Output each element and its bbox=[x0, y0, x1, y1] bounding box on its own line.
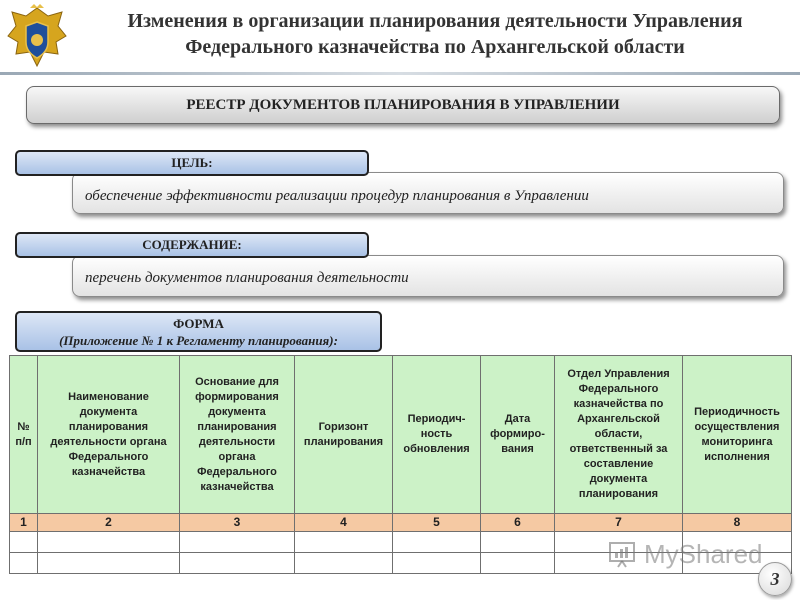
column-header: Отдел Управления Федерального казначейства по Архангельской области, ответственный за составление документа планирования bbox=[555, 356, 683, 514]
goal-text-box bbox=[72, 172, 784, 214]
table-cell bbox=[481, 532, 555, 553]
table-header-row bbox=[10, 356, 792, 514]
form-label bbox=[15, 311, 382, 352]
column-header: Наименование документа планирования деятельности органа Федерального казначейства bbox=[38, 356, 180, 514]
form-label-title: ФОРМА bbox=[173, 315, 224, 331]
table-row bbox=[10, 553, 792, 574]
table-cell bbox=[10, 532, 38, 553]
table-cell bbox=[180, 553, 295, 574]
goal-label: ЦЕЛЬ: bbox=[15, 150, 369, 176]
table-row bbox=[10, 532, 792, 553]
table-cell bbox=[38, 532, 180, 553]
column-number: 8 bbox=[683, 514, 792, 532]
table-cell bbox=[481, 553, 555, 574]
column-number: 4 bbox=[295, 514, 393, 532]
table-cell bbox=[393, 532, 481, 553]
page-title-line2: Федерального казначейства по Архангельской области bbox=[185, 36, 685, 58]
column-number: 5 bbox=[393, 514, 481, 532]
table-cell bbox=[555, 532, 683, 553]
column-header: Периодич-ность обновления bbox=[393, 356, 481, 514]
table-cell bbox=[295, 553, 393, 574]
registry-table bbox=[9, 355, 792, 574]
column-header: Горизонт планирования bbox=[295, 356, 393, 514]
column-header: Периодичность осуществления мониторинга исполнения bbox=[683, 356, 792, 514]
content-text-box bbox=[72, 255, 784, 297]
content-label: СОДЕРЖАНИЕ: bbox=[15, 232, 369, 258]
table-cell bbox=[180, 532, 295, 553]
table-cell bbox=[555, 553, 683, 574]
content-text: перечень документов планирования деятельности bbox=[85, 269, 409, 286]
column-header: Основание для формирования документа планирования деятельности органа Федерального казначейства bbox=[180, 356, 295, 514]
table-cell bbox=[683, 532, 792, 553]
treasury-emblem-icon bbox=[4, 2, 70, 74]
table-cell bbox=[10, 553, 38, 574]
column-number-row bbox=[10, 514, 792, 532]
table-cell bbox=[295, 532, 393, 553]
table-cell bbox=[38, 553, 180, 574]
column-header: № п/п bbox=[10, 356, 38, 514]
column-number: 2 bbox=[38, 514, 180, 532]
page-title-line1: Изменения в организации планирования деятельности Управления bbox=[127, 10, 743, 32]
watermark-text: MyShared bbox=[644, 538, 763, 569]
table-cell bbox=[393, 553, 481, 574]
page-title bbox=[80, 8, 790, 60]
form-label-subtitle: (Приложение № 1 к Регламенту планирования): bbox=[59, 332, 338, 348]
column-number: 6 bbox=[481, 514, 555, 532]
column-number: 7 bbox=[555, 514, 683, 532]
header-divider bbox=[0, 72, 800, 75]
column-header: Дата формиро-вания bbox=[481, 356, 555, 514]
column-number: 3 bbox=[180, 514, 295, 532]
goal-text: обеспечение эффективности реализации процедур планирования в Управлении bbox=[85, 187, 589, 204]
page-number: 3 bbox=[758, 562, 792, 596]
column-number: 1 bbox=[10, 514, 38, 532]
registry-title-box: РЕЕСТР ДОКУМЕНТОВ ПЛАНИРОВАНИЯ В УПРАВЛЕНИИ bbox=[26, 86, 780, 124]
